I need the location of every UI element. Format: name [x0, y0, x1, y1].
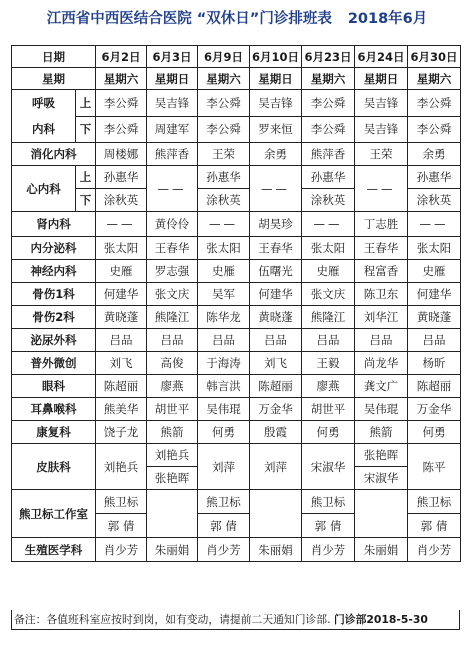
doctor-cell: 陈卫东: [355, 283, 408, 306]
doctor-cell: 饶子龙: [96, 421, 147, 444]
date-cell: 6月9日: [198, 46, 250, 68]
weekday-cell: 星期六: [302, 68, 355, 90]
doctor-cell: 熊卫标: [96, 490, 147, 514]
doctor-cell: 郭 倩: [96, 514, 147, 538]
doctor-cell: 史雁: [198, 260, 250, 283]
doctor-cell: 孙惠华: [198, 166, 250, 189]
doctor-cell: 吴军: [198, 283, 250, 306]
doctor-cell: 孙惠华: [302, 166, 355, 189]
empty-cell: [250, 490, 302, 538]
empty-dash: ——: [355, 166, 408, 212]
doctor-cell: 熊萍香: [147, 143, 198, 166]
doctor-cell: 陈超丽: [408, 375, 461, 398]
doctor-cell: 李公舜: [96, 90, 147, 117]
doctor-cell: 郭 倩: [302, 514, 355, 538]
table-row: [12, 116, 461, 143]
title-month: 2018年6月: [347, 11, 428, 27]
doctor-cell: 熊卫标: [198, 490, 250, 514]
doctor-cell: 吴伟琨: [198, 398, 250, 421]
doctor-cell: 吴吉锋: [250, 90, 302, 117]
doctor-cell: 杨昕: [408, 352, 461, 375]
date-header-row: [12, 46, 461, 68]
doctor-cell: 李公舜: [198, 116, 250, 143]
doctor-cell: 黄晓蓬: [96, 306, 147, 329]
doctor-cell: 涂秋英: [408, 189, 461, 212]
dept-xiongwei: 熊卫标工作室: [12, 490, 96, 538]
dept-erbi: 耳鼻喉科: [12, 398, 96, 421]
doctor-cell: 熊箭: [355, 421, 408, 444]
doctor-cell: 吴吉锋: [147, 90, 198, 117]
doctor-cell: 涂秋英: [198, 189, 250, 212]
table-row: [12, 212, 461, 237]
doctor-cell: 刘艳兵: [147, 444, 198, 467]
table-row: [12, 166, 461, 189]
doctor-cell: 张太阳: [302, 237, 355, 260]
date-cell: 6月10日: [250, 46, 302, 68]
doctor-cell: 尚龙华: [355, 352, 408, 375]
date-cell: 6月24日: [355, 46, 408, 68]
dept-name: 呼吸: [32, 96, 55, 110]
doctor-cell: 韩言洪: [198, 375, 250, 398]
doctor-cell: 王荣: [355, 143, 408, 166]
empty-dash: ——: [250, 166, 302, 212]
doctor-cell: 吴吉锋: [355, 116, 408, 143]
doctor-cell: 胡世平: [302, 398, 355, 421]
date-cell: 6月2日: [96, 46, 147, 68]
doctor-cell: 黄晓蓬: [250, 306, 302, 329]
empty-dash: ——: [198, 212, 250, 237]
doctor-cell: 廖燕: [302, 375, 355, 398]
doctor-cell: 刘萍: [250, 444, 302, 490]
doctor-cell: 张艳晖: [147, 467, 198, 490]
table-row: [12, 90, 461, 117]
doctor-cell: 肖少芳: [96, 538, 147, 562]
doctor-cell: 万金华: [250, 398, 302, 421]
dept-gushang2: 骨伤2科: [12, 306, 96, 329]
dept-xinnei: 心内科: [12, 166, 76, 212]
dept-yanke: 眼科: [12, 375, 96, 398]
table-row: [12, 421, 461, 444]
doctor-cell: 余勇: [408, 143, 461, 166]
doctor-cell: 熊隆江: [147, 306, 198, 329]
table-row: [12, 538, 461, 562]
date-label: 日期: [12, 46, 96, 68]
doctor-cell: 王春华: [147, 237, 198, 260]
empty-cell: [147, 490, 198, 538]
dept-gushang1: 骨伤1科: [12, 283, 96, 306]
doctor-cell: 高俊: [147, 352, 198, 375]
doctor-cell: 肖少芳: [302, 538, 355, 562]
doctor-cell: 吕品: [250, 329, 302, 352]
doctor-cell: 刘飞: [96, 352, 147, 375]
pm-label: 下: [76, 189, 96, 212]
doctor-cell: 何勇: [198, 421, 250, 444]
table-row: [12, 329, 461, 352]
schedule-table: [11, 45, 461, 562]
doctor-cell: 熊隆江: [302, 306, 355, 329]
table-row: [12, 283, 461, 306]
doctor-cell: 胡世平: [147, 398, 198, 421]
dept-shenjing: 神经内科: [12, 260, 96, 283]
doctor-cell: 吕品: [302, 329, 355, 352]
doctor-cell: 朱丽娟: [250, 538, 302, 562]
doctor-cell: 刘华江: [355, 306, 408, 329]
doctor-cell: 肖少芳: [408, 538, 461, 562]
table-row: [12, 444, 461, 467]
dept-shengzhi: 生殖医学科: [12, 538, 96, 562]
doctor-cell: 李公舜: [302, 90, 355, 117]
doctor-cell: 朱丽娟: [355, 538, 408, 562]
dept-miniao: 泌尿外科: [12, 329, 96, 352]
doctor-cell: 吕品: [96, 329, 147, 352]
dept-pifu: 皮肤科: [12, 444, 96, 490]
doctor-cell: 周楼娜: [96, 143, 147, 166]
empty-dash: ——: [302, 212, 355, 237]
doctor-cell: 陈超丽: [96, 375, 147, 398]
doctor-cell: 史雁: [302, 260, 355, 283]
doctor-cell: 宋淑华: [355, 467, 408, 490]
doctor-cell: 张太阳: [408, 237, 461, 260]
doctor-cell: 涂秋英: [302, 189, 355, 212]
doctor-cell: 罗来恒: [250, 116, 302, 143]
doctor-cell: 殷霞: [250, 421, 302, 444]
doctor-cell: 郭 倩: [408, 514, 461, 538]
doctor-cell: 何建华: [250, 283, 302, 306]
doctor-cell: 熊箭: [147, 421, 198, 444]
dept-xiaohua: 消化内科: [12, 143, 96, 166]
empty-dash: ——: [408, 212, 461, 237]
weekday-cell: 星期六: [96, 68, 147, 90]
doctor-cell: 刘萍: [198, 444, 250, 490]
doctor-cell: 于海涛: [198, 352, 250, 375]
doctor-cell: 张艳晖: [355, 444, 408, 467]
doctor-cell: 余勇: [250, 143, 302, 166]
doctor-cell: 张文庆: [302, 283, 355, 306]
doctor-cell: 孙惠华: [408, 166, 461, 189]
doctor-cell: 吕品: [147, 329, 198, 352]
date-cell: 6月23日: [302, 46, 355, 68]
dept-puwai: 普外微创: [12, 352, 96, 375]
table-row: [12, 490, 461, 514]
doctor-cell: 胡昊珍: [250, 212, 302, 237]
doctor-cell: 万金华: [408, 398, 461, 421]
doctor-cell: 吴吉锋: [355, 90, 408, 117]
dept-huxi: [12, 90, 76, 143]
doctor-cell: 李公舜: [96, 116, 147, 143]
doctor-cell: 李公舜: [302, 116, 355, 143]
doctor-cell: 何勇: [302, 421, 355, 444]
footnote: [11, 610, 460, 630]
table-row: [12, 260, 461, 283]
dept-name: 内科: [32, 122, 55, 136]
doctor-cell: 李公舜: [198, 90, 250, 117]
week-label: 星期: [12, 68, 96, 90]
table-row: [12, 352, 461, 375]
doctor-cell: 涂秋英: [96, 189, 147, 212]
title-main: 江西省中西医结合医院 “双休日”门诊排班表: [46, 11, 332, 27]
weekday-cell: 星期六: [408, 68, 461, 90]
doctor-cell: 刘艳兵: [96, 444, 147, 490]
doctor-cell: 何勇: [408, 421, 461, 444]
table-row: [12, 237, 461, 260]
doctor-cell: 黄晓蓬: [408, 306, 461, 329]
doctor-cell: 李公舜: [408, 116, 461, 143]
doctor-cell: 熊卫标: [408, 490, 461, 514]
doctor-cell: 史雁: [96, 260, 147, 283]
pm-label: 下: [76, 116, 96, 143]
doctor-cell: 何建华: [408, 283, 461, 306]
doctor-cell: 张文庆: [147, 283, 198, 306]
table-row: [12, 143, 461, 166]
doctor-cell: 熊萍香: [302, 143, 355, 166]
weekday-cell: 星期六: [198, 68, 250, 90]
doctor-cell: 宋淑华: [302, 444, 355, 490]
note-signature: 门诊部2018-5-30: [333, 613, 428, 626]
doctor-cell: 吕品: [355, 329, 408, 352]
empty-dash: ——: [147, 166, 198, 212]
doctor-cell: 王春华: [250, 237, 302, 260]
weekday-cell: 星期日: [250, 68, 302, 90]
doctor-cell: 丁志胜: [355, 212, 408, 237]
dept-shen: 肾内科: [12, 212, 96, 237]
doctor-cell: 张太阳: [198, 237, 250, 260]
doctor-cell: 吕品: [198, 329, 250, 352]
doctor-cell: 何建华: [96, 283, 147, 306]
doctor-cell: 李公舜: [408, 90, 461, 117]
doctor-cell: 罗志强: [147, 260, 198, 283]
am-label: 上: [76, 90, 96, 117]
date-cell: 6月3日: [147, 46, 198, 68]
doctor-cell: 陈超丽: [250, 375, 302, 398]
doctor-cell: 程富香: [355, 260, 408, 283]
doctor-cell: 龚文广: [355, 375, 408, 398]
dept-neifenmi: 内分泌科: [12, 237, 96, 260]
weekday-header-row: [12, 68, 461, 90]
date-cell: 6月30日: [408, 46, 461, 68]
am-label: 上: [76, 166, 96, 189]
empty-dash: ——: [96, 212, 147, 237]
doctor-cell: 陈平: [408, 444, 461, 490]
doctor-cell: 刘飞: [250, 352, 302, 375]
doctor-cell: 张太阳: [96, 237, 147, 260]
dept-kangfu: 康复科: [12, 421, 96, 444]
weekday-cell: 星期日: [355, 68, 408, 90]
table-row: [12, 375, 461, 398]
doctor-cell: 熊卫标: [302, 490, 355, 514]
doctor-cell: 王春华: [355, 237, 408, 260]
doctor-cell: 吴伟琨: [355, 398, 408, 421]
table-row: [12, 306, 461, 329]
doctor-cell: 周建军: [147, 116, 198, 143]
note-text: 备注：各值班科室应按时到岗，如有变动，请提前二天通知门诊部.: [14, 613, 331, 626]
doctor-cell: 孙惠华: [96, 166, 147, 189]
doctor-cell: 郭 倩: [198, 514, 250, 538]
doctor-cell: 陈华龙: [198, 306, 250, 329]
weekday-cell: 星期日: [147, 68, 198, 90]
doctor-cell: 吕品: [408, 329, 461, 352]
doctor-cell: 朱丽娟: [147, 538, 198, 562]
table-row: [12, 398, 461, 421]
doctor-cell: 王荣: [198, 143, 250, 166]
page-title: [0, 4, 474, 34]
doctor-cell: 伍曙光: [250, 260, 302, 283]
doctor-cell: 黄伶伶: [147, 212, 198, 237]
doctor-cell: 王毅: [302, 352, 355, 375]
doctor-cell: 熊美华: [96, 398, 147, 421]
doctor-cell: 史雁: [408, 260, 461, 283]
empty-cell: [355, 490, 408, 538]
doctor-cell: 肖少芳: [198, 538, 250, 562]
doctor-cell: 廖燕: [147, 375, 198, 398]
